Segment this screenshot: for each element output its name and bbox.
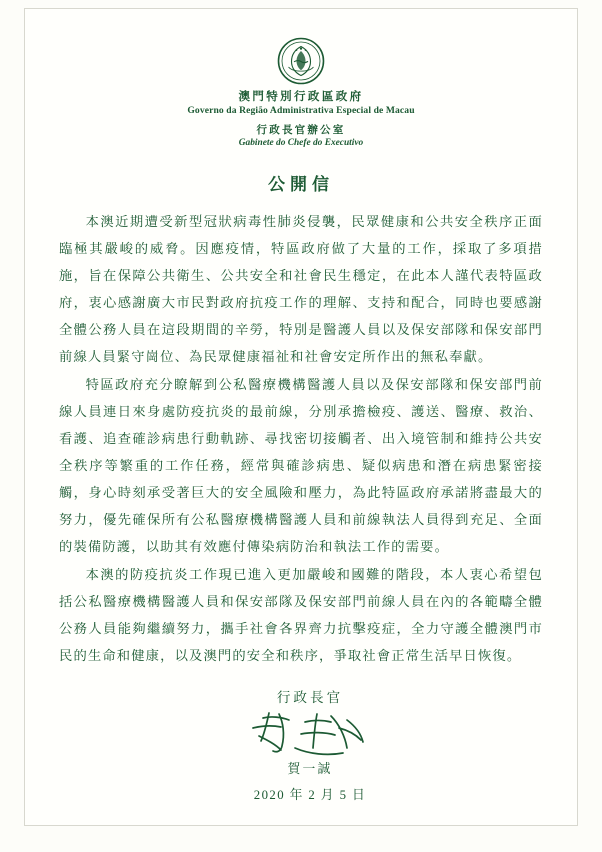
emblem-container (59, 37, 543, 85)
signature-block (59, 686, 543, 803)
paragraph-3: 本澳的防疫抗炎工作現已進入更加嚴峻和國難的階段，本人衷心希望包括公私醫療機構醫護人員和保安部隊及保安部門前線人員在內的各範疇全體公務人員能夠繼續努力，攜手社會各界齊力抗擊疫症，全力守護全體澳門市民的生命和健康，以及澳門的安全和秩序，爭取社會正常生活早日恢復。 (59, 567, 543, 663)
letterhead-office-pt: Gabinete do Chefe do Executivo (238, 138, 364, 149)
letter-body (59, 209, 543, 670)
page-title: 公開信 (268, 175, 334, 195)
signature-date: 2020 年 2 月 5 日 (253, 787, 367, 802)
signature-mark-icon (59, 708, 543, 760)
letterhead-gov-cn: 澳門特別行政區政府 (238, 91, 364, 103)
letterhead-office-cn: 行政長官辦公室 (256, 125, 346, 137)
paragraph-1: 本澳近期遭受新型冠狀病毒性肺炎侵襲，民眾健康和公共安全秩序正面臨極其嚴峻的威脅。因應疫情，特區政府做了大量的工作，採取了多項措施，旨在保障公共衛生、公共安全和社會民生穩定，在此本人謹代表特區政府，衷心感謝廣大市民對政府抗疫工作的理解、支持和配合，同時也要感謝全體公務人員在這段期間的辛勞，特別是醫護人員以及保安部隊和保安部門前線人員緊守崗位、為民眾健康福祉和社會安定所作出的無私奉獻。 (59, 214, 543, 364)
macau-sar-government-emblem-icon (277, 37, 325, 85)
paragraph-2: 特區政府充分瞭解到公私醫療機構醫護人員以及保安部隊和保安部門前線人員連日來身處防疫抗炎的最前線，分別承擔檢疫、護送、醫療、救治、看護、追查確診病患行動軌跡、尋找密切接觸者、出入境管制和維持公共安全秩序等繁重的工作任務，經常與確診病患、疑似病患和潛在病患緊密接觸，身心時刻承受著巨大的安全風險和壓力，為此特區政府承諾將盡最大的努力，優先確保所有公私醫療機構醫護人員和前線執法人員得到充足、全面的裝備防護，以助其有效應付傳染病防治和執法工作的需要。 (59, 377, 543, 554)
letterhead-gov-pt: Governo da Região Administrativa Especial de Macau (187, 105, 415, 117)
letterhead (59, 90, 543, 150)
signatory-name: 賀一誠 (287, 761, 333, 776)
letter-sheet (24, 8, 578, 826)
signatory-title: 行政長官 (276, 689, 344, 705)
